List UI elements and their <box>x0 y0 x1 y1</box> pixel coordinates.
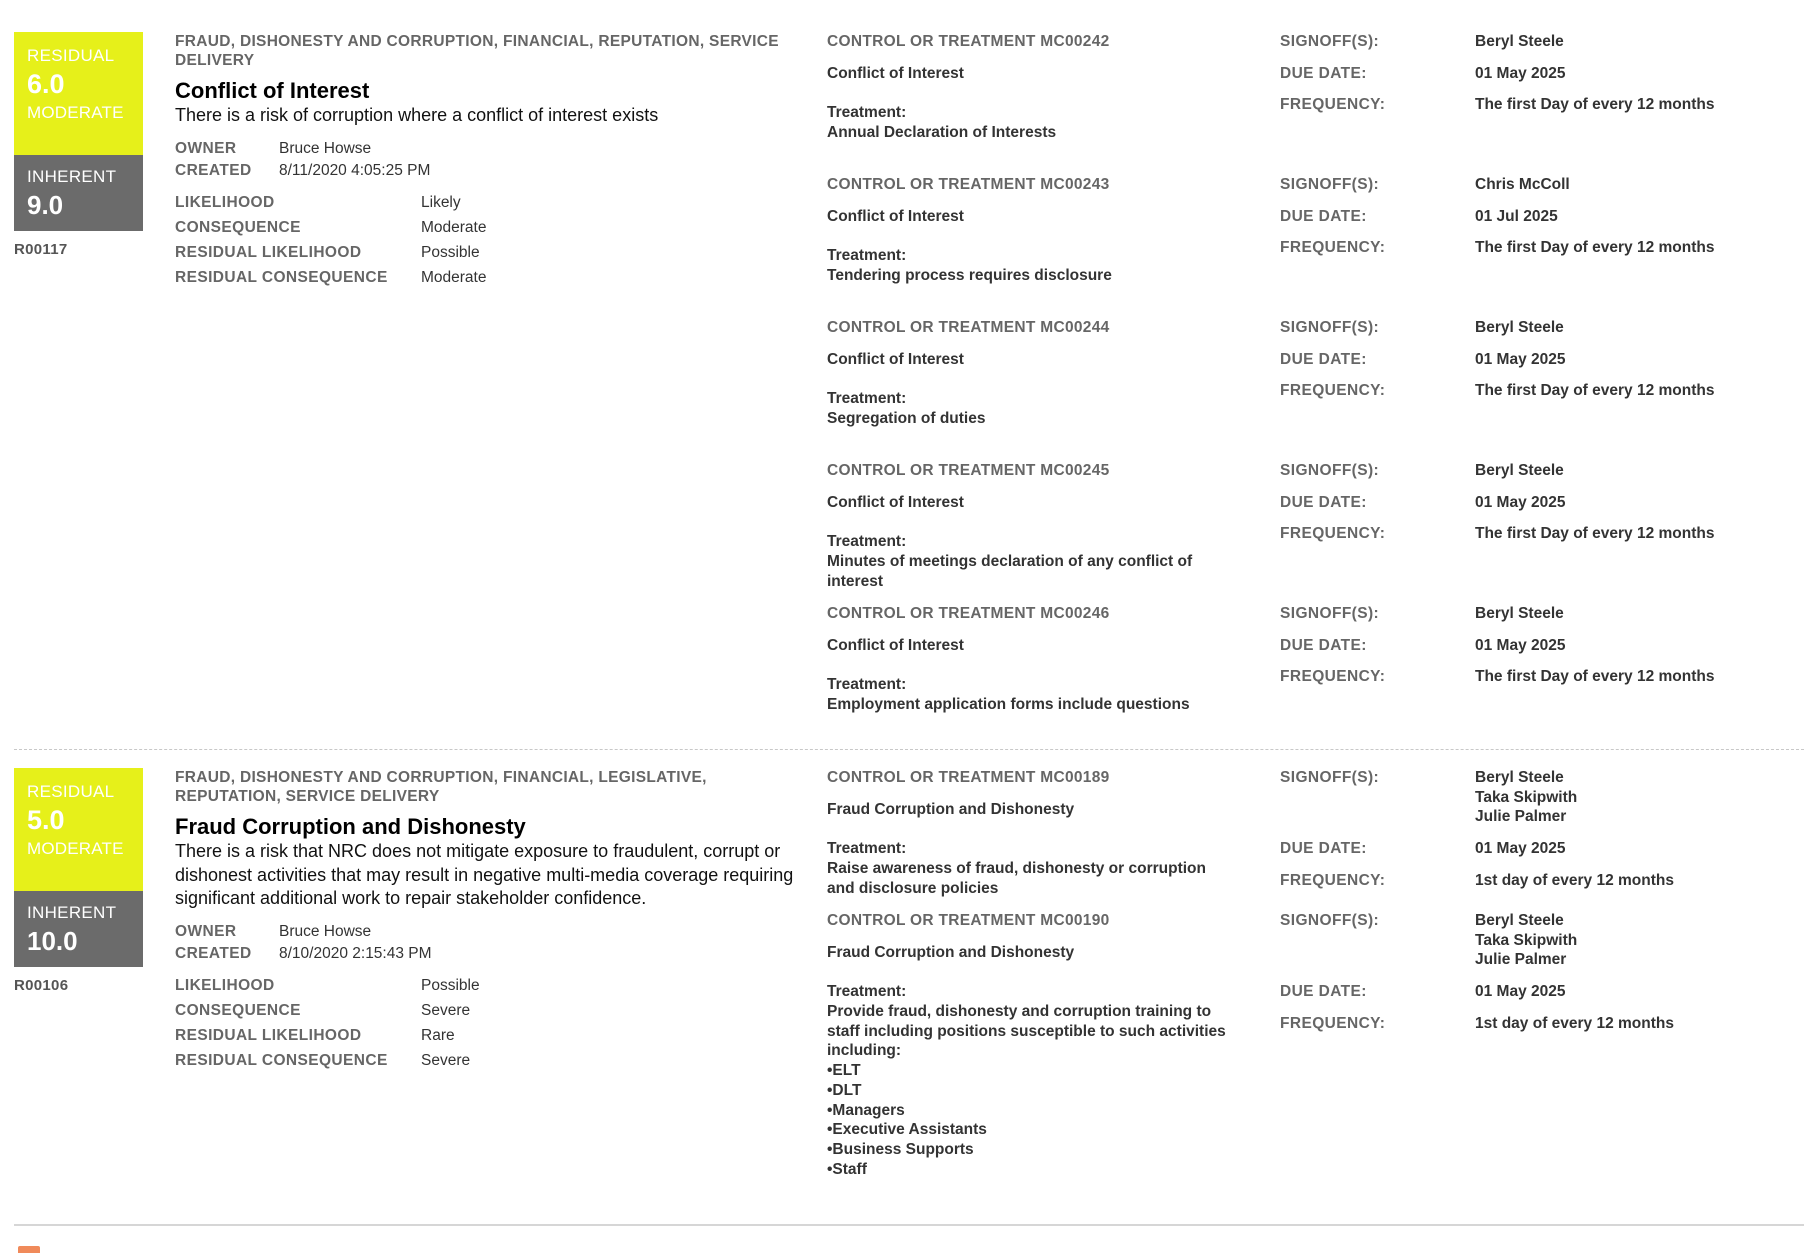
owner-label: OWNER <box>175 139 237 157</box>
signoffs-value <box>1475 175 1804 195</box>
risk-id: R00117 <box>14 241 68 258</box>
signoffs-label: SIGNOFF(S): <box>1280 462 1380 479</box>
signoff-name: Beryl Steele <box>1475 462 1564 479</box>
due-date-label: DUE DATE: <box>1280 350 1367 368</box>
residual-label: RESIDUAL <box>27 782 115 801</box>
owner-value: Bruce Howse <box>279 922 372 940</box>
due-date-label: DUE DATE: <box>1280 636 1367 654</box>
due-date-value: 01 May 2025 <box>1475 840 1566 858</box>
residual-score-box <box>14 32 143 155</box>
residual-rating: MODERATE <box>27 103 124 122</box>
inherent-score: 10.0 <box>27 926 78 956</box>
signoffs-label: SIGNOFF(S): <box>1280 33 1380 50</box>
residual-label: RESIDUAL <box>27 46 115 65</box>
signoff-name: Beryl Steele <box>1475 912 1564 929</box>
control-heading: CONTROL OR TREATMENT MC00244 <box>827 319 1110 336</box>
created-value: 8/10/2020 2:15:43 PM <box>279 944 432 962</box>
frequency-label: FREQUENCY: <box>1280 668 1386 686</box>
due-date-value: 01 May 2025 <box>1475 983 1566 1001</box>
owner-value: Bruce Howse <box>279 139 372 157</box>
control-item <box>827 604 1804 747</box>
treatment-text: Annual Declaration of Interests <box>827 124 1057 141</box>
signoff-name: Beryl Steele <box>1475 33 1564 50</box>
signoff-name: Beryl Steele <box>1475 319 1564 336</box>
control-item <box>827 318 1804 461</box>
signoff-name: Beryl Steele <box>1475 769 1564 786</box>
control-item <box>827 175 1804 318</box>
due-date-label: DUE DATE: <box>1280 64 1367 82</box>
due-date-label: DUE DATE: <box>1280 207 1367 225</box>
score-badge <box>14 768 143 994</box>
residual-likelihood-value: Possible <box>421 243 480 261</box>
frequency-value: 1st day of every 12 months <box>1475 871 1674 889</box>
treatment-label: Treatment: <box>827 676 907 693</box>
due-date-label: DUE DATE: <box>1280 983 1367 1001</box>
controls-list <box>827 768 1804 1178</box>
control-heading: CONTROL OR TREATMENT MC00243 <box>827 176 1110 193</box>
signoffs-value <box>1475 604 1804 624</box>
risk-card <box>14 768 1804 1198</box>
control-item <box>827 768 1804 911</box>
created-label: CREATED <box>175 944 252 962</box>
risk-title: Fraud Corruption and Dishonesty <box>175 814 526 839</box>
likelihood-value: Likely <box>421 193 461 211</box>
treatment-text: Tendering process requires disclosure <box>827 267 1112 284</box>
signoffs-label: SIGNOFF(S): <box>1280 912 1380 929</box>
control-item <box>827 461 1804 604</box>
score-badge <box>14 32 143 258</box>
controls-list <box>827 32 1804 747</box>
frequency-value: The first Day of every 12 months <box>1475 668 1715 686</box>
signoffs-label: SIGNOFF(S): <box>1280 605 1380 622</box>
treatment-label: Treatment: <box>827 840 907 857</box>
risk-assessment <box>175 194 815 287</box>
frequency-label: FREQUENCY: <box>1280 239 1386 257</box>
inherent-score-box <box>14 155 143 231</box>
residual-score: 6.0 <box>27 69 65 99</box>
inherent-score-box <box>14 891 143 967</box>
control-name: Fraud Corruption and Dishonesty <box>827 944 1075 961</box>
consequence-label: CONSEQUENCE <box>175 218 301 236</box>
frequency-value: 1st day of every 12 months <box>1475 1014 1674 1032</box>
control-name: Fraud Corruption and Dishonesty <box>827 801 1075 818</box>
due-date-value: 01 Jul 2025 <box>1475 207 1558 225</box>
frequency-value: The first Day of every 12 months <box>1475 525 1715 543</box>
residual-score: 5.0 <box>27 805 65 835</box>
signoffs-value <box>1475 318 1804 338</box>
due-date-value: 01 May 2025 <box>1475 636 1566 654</box>
inherent-score: 9.0 <box>27 190 64 220</box>
consequence-value: Moderate <box>421 218 487 236</box>
risk-details <box>175 32 815 287</box>
consequence-value: Severe <box>421 1001 471 1019</box>
inherent-label: INHERENT <box>27 167 117 186</box>
risk-description: There is a risk that NRC does not mitigate exposure to fraudulent, corrupt or dishonest activities that may result in negative multi-media coverage requiring significant additional work to repair stakeholder confidence. <box>175 841 794 908</box>
risk-title: Conflict of Interest <box>175 78 370 103</box>
frequency-label: FREQUENCY: <box>1280 1014 1386 1032</box>
likelihood-value: Possible <box>421 976 480 994</box>
frequency-value: The first Day of every 12 months <box>1475 239 1715 257</box>
control-name: Conflict of Interest <box>827 351 964 368</box>
frequency-value: The first Day of every 12 months <box>1475 382 1715 400</box>
signoff-name: Taka Skipwith <box>1475 788 1578 806</box>
risk-meta <box>175 140 815 180</box>
frequency-label: FREQUENCY: <box>1280 96 1386 114</box>
risk-description: There is a risk of corruption where a conflict of interest exists <box>175 105 659 125</box>
likelihood-label: LIKELIHOOD <box>175 976 275 994</box>
treatment-label: Treatment: <box>827 104 907 121</box>
control-item <box>827 32 1804 175</box>
treatment-text: Provide fraud, dishonesty and corruption training to staff including positions susceptible to such activities including: •ELT •DLT •Managers •Executive Assistants •Business Supports •Staff <box>827 1003 1226 1178</box>
due-date-value: 01 May 2025 <box>1475 350 1566 368</box>
treatment-label: Treatment: <box>827 983 907 1000</box>
signoffs-value <box>1475 768 1804 827</box>
residual-consequence-value: Moderate <box>421 268 487 286</box>
signoff-name: Julie Palmer <box>1475 808 1567 826</box>
frequency-label: FREQUENCY: <box>1280 525 1386 543</box>
due-date-label: DUE DATE: <box>1280 840 1367 858</box>
control-item <box>827 911 1804 1178</box>
signoffs-value <box>1475 32 1804 52</box>
risk-meta <box>175 923 815 963</box>
control-heading: CONTROL OR TREATMENT MC00190 <box>827 912 1110 929</box>
due-date-value: 01 May 2025 <box>1475 493 1566 511</box>
risk-categories: FRAUD, DISHONESTY AND CORRUPTION, FINANCIAL, REPUTATION, SERVICE DELIVERY <box>175 33 779 69</box>
signoffs-value <box>1475 461 1804 481</box>
signoffs-label: SIGNOFF(S): <box>1280 176 1380 193</box>
section-divider <box>14 1224 1804 1226</box>
consequence-label: CONSEQUENCE <box>175 1001 301 1019</box>
treatment-label: Treatment: <box>827 390 907 407</box>
signoff-name: Beryl Steele <box>1475 605 1564 622</box>
due-date-label: DUE DATE: <box>1280 493 1367 511</box>
frequency-label: FREQUENCY: <box>1280 871 1386 889</box>
residual-consequence-value: Severe <box>421 1051 471 1069</box>
signoffs-label: SIGNOFF(S): <box>1280 319 1380 336</box>
control-name: Conflict of Interest <box>827 637 964 654</box>
frequency-label: FREQUENCY: <box>1280 382 1386 400</box>
signoff-name: Julie Palmer <box>1475 951 1567 969</box>
signoff-name: Chris McColl <box>1475 176 1570 193</box>
residual-score-box <box>14 768 143 891</box>
residual-likelihood-label: RESIDUAL LIKELIHOOD <box>175 243 362 261</box>
risk-divider <box>14 749 1804 750</box>
signoff-name: Taka Skipwith <box>1475 931 1578 949</box>
residual-rating: MODERATE <box>27 839 124 858</box>
treatment-text: Employment application forms include questions <box>827 696 1190 713</box>
risk-assessment <box>175 977 815 1070</box>
residual-consequence-label: RESIDUAL CONSEQUENCE <box>175 268 388 286</box>
control-heading: CONTROL OR TREATMENT MC00242 <box>827 33 1110 50</box>
control-heading: CONTROL OR TREATMENT MC00189 <box>827 769 1110 786</box>
control-heading: CONTROL OR TREATMENT MC00245 <box>827 462 1110 479</box>
signoffs-label: SIGNOFF(S): <box>1280 769 1380 786</box>
treatment-label: Treatment: <box>827 533 907 550</box>
likelihood-label: LIKELIHOOD <box>175 193 275 211</box>
residual-consequence-label: RESIDUAL CONSEQUENCE <box>175 1051 388 1069</box>
control-name: Conflict of Interest <box>827 208 964 225</box>
frequency-value: The first Day of every 12 months <box>1475 96 1715 114</box>
due-date-value: 01 May 2025 <box>1475 64 1566 82</box>
treatment-text: Raise awareness of fraud, dishonesty or corruption and disclosure policies <box>827 860 1206 897</box>
risk-details <box>175 768 815 1070</box>
treatment-label: Treatment: <box>827 247 907 264</box>
control-name: Conflict of Interest <box>827 494 964 511</box>
inherent-label: INHERENT <box>27 903 117 922</box>
owner-label: OWNER <box>175 922 237 940</box>
risk-categories: FRAUD, DISHONESTY AND CORRUPTION, FINANCIAL, LEGISLATIVE, REPUTATION, SERVICE DELIVERY <box>175 769 707 805</box>
treatment-text: Minutes of meetings declaration of any conflict of interest <box>827 553 1193 590</box>
control-name: Conflict of Interest <box>827 65 964 82</box>
next-section-marker <box>18 1246 40 1253</box>
signoffs-value <box>1475 911 1804 970</box>
control-heading: CONTROL OR TREATMENT MC00246 <box>827 605 1110 622</box>
risk-id: R00106 <box>14 977 69 994</box>
created-label: CREATED <box>175 161 252 179</box>
residual-likelihood-label: RESIDUAL LIKELIHOOD <box>175 1026 362 1044</box>
treatment-text: Segregation of duties <box>827 410 986 427</box>
risk-card <box>14 32 1804 712</box>
residual-likelihood-value: Rare <box>421 1026 455 1044</box>
created-value: 8/11/2020 4:05:25 PM <box>279 161 431 179</box>
